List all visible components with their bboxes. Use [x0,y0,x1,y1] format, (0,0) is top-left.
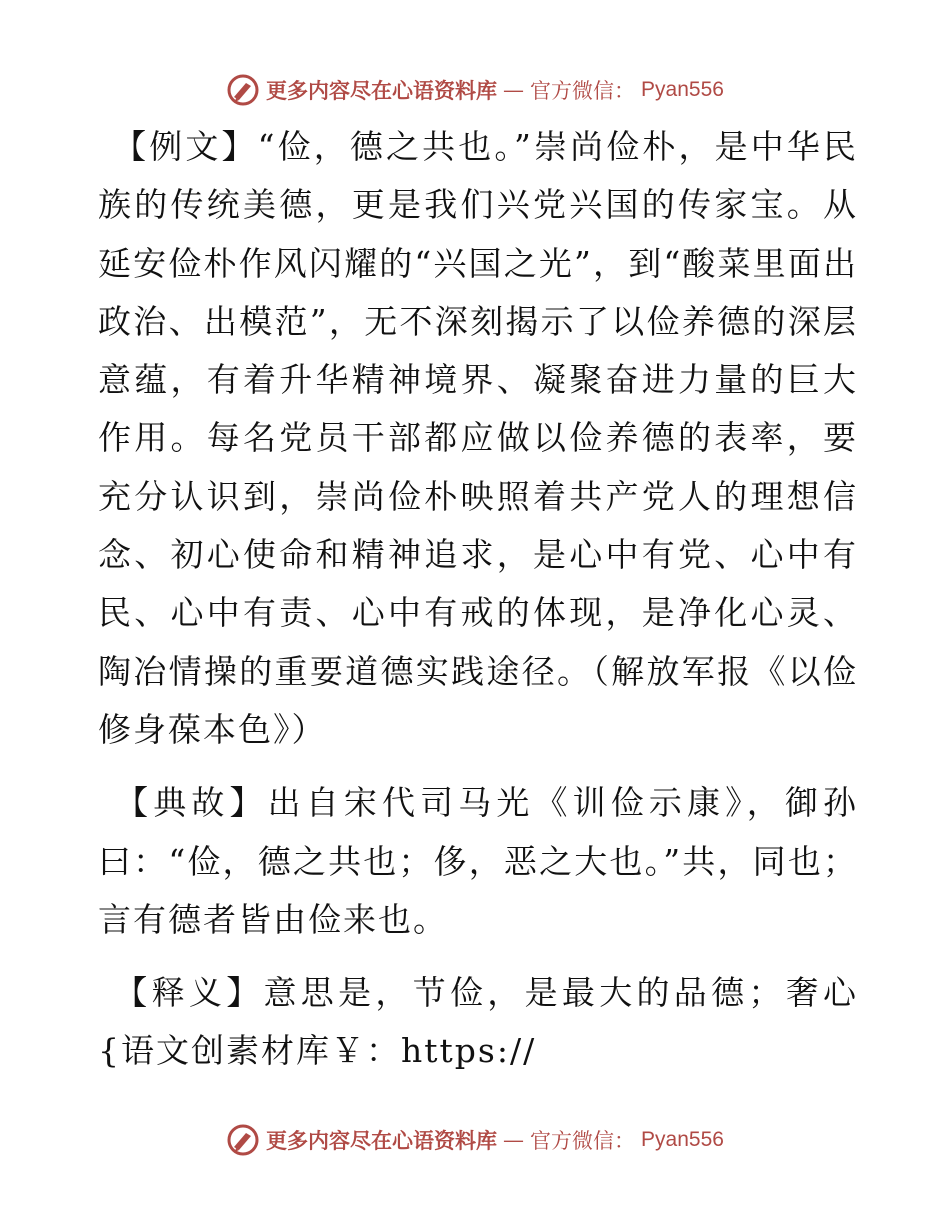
logo-icon [226,73,260,107]
banner-wechat-id: Pyan556 [641,1128,724,1151]
paragraph-allusion: 【典故】出自宋代司马光《训俭示康》，御孙曰：“俭，德之共也；侈，恶之大也。”共，同也；言有德者皆由俭来也。 [98,783,858,939]
logo-icon [226,1123,260,1157]
banner-title: 更多内容尽在心语资料库 [266,1128,498,1153]
banner-dash: — [503,1128,525,1152]
banner-title: 更多内容尽在心语资料库 [266,78,498,103]
paragraph-example: 【例文】“俭，德之共也。”崇尚俭朴，是中华民族的传统美德，更是我们兴党兴国的传家宝。从延安俭朴作风闪耀的“兴国之光”，到“酸菜里面出政治、出模范”，无不深刻揭示了以俭养德的深层意蕴，有着升华精神境界、凝聚奋进力量的巨大作用。每名党员干部都应做以俭养德的表率，要充分认识到，崇尚俭朴映照着共产党人的理想信念、初心使命和精神追求，是心中有党、心中有民、心中有责、心中有戒的体现，是净化心灵、陶冶情操的重要道德实践途径。（解放军报《以俭修身葆本色》） [98,127,858,749]
footer-watermark-banner [0,1120,950,1160]
header-watermark-banner [0,70,950,110]
banner-dash: — [503,78,525,102]
banner-wechat-label: 官方微信： [530,1129,636,1153]
banner-wechat-label: 官方微信： [530,79,636,103]
banner-wechat-id: Pyan556 [641,78,724,101]
document-body [98,118,858,1081]
paragraph-meaning: 【释义】意思是，节俭，是最大的品德；奢心{语文创素材库￥：https:// [98,973,858,1071]
